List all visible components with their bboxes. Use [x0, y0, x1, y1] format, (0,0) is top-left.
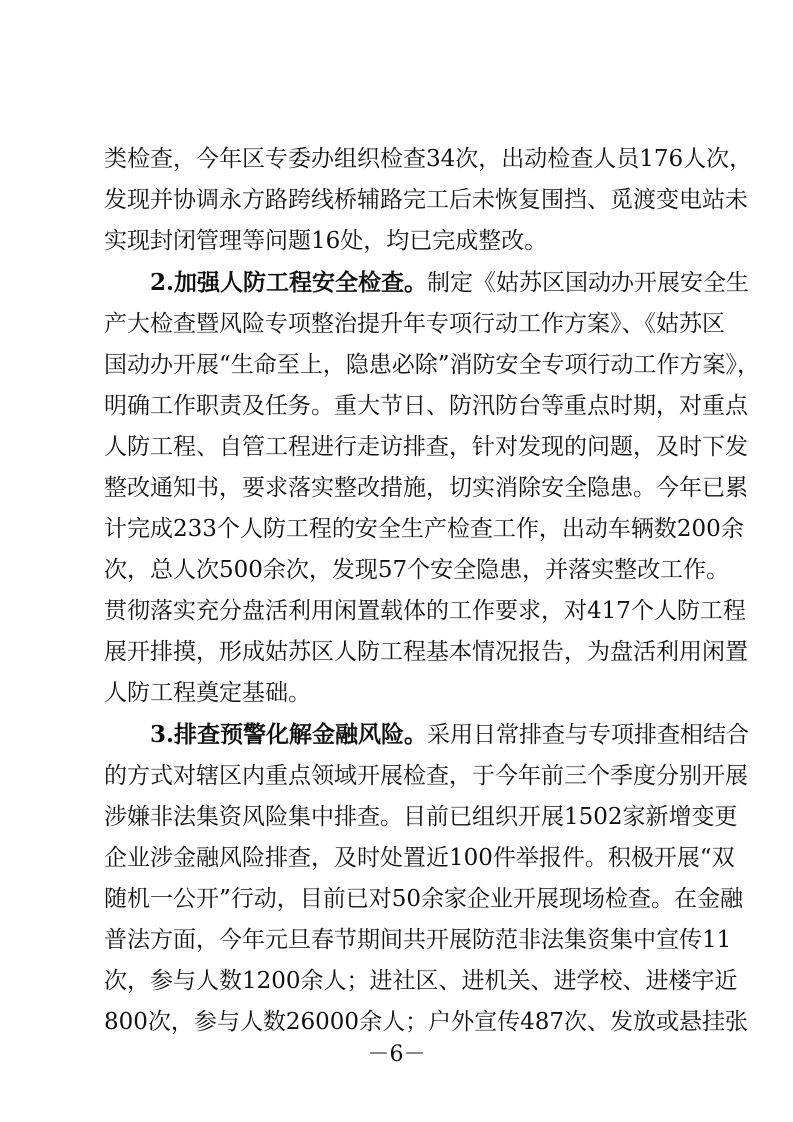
- body-text-line: 计完成233个人防工程的安全生产检查工作，出动车辆数200余: [104, 516, 744, 542]
- page-number: －6－: [367, 1042, 426, 1067]
- section-3-text: 采用日常排查与专项排查相结合: [427, 722, 750, 748]
- body-text-line: 的方式对辖区内重点领域开展检查，于今年前三个季度分别开展: [104, 763, 748, 789]
- section-2-first-line: [150, 265, 750, 301]
- body-text-line: 类检查，今年区专委办组织检查34次，出动检查人员176人次，: [104, 146, 753, 172]
- body-text-line: 贯彻落实充分盘活利用闲置载体的工作要求，对417个人防工程: [104, 598, 746, 624]
- body-text-line: 次，总人次500余次，发现57个安全隐患，并落实整改工作。: [104, 557, 730, 583]
- section-3-heading: 3.排查预警化解金融风险。: [150, 721, 428, 748]
- body-text-line: 发现并协调永方路跨线桥辅路完工后未恢复围挡、觅渡变电站未: [104, 187, 748, 213]
- section-3-first-line: [150, 717, 750, 753]
- body-text-line: 产大检查暨风险专项整治提升年专项行动工作方案》、《姑苏区: [104, 311, 725, 337]
- body-text-line: 国动办开展“生命至上，隐患必除”消防安全专项行动工作方案》，: [104, 352, 761, 378]
- body-text-line: 企业涉金融风险排查，及时处置近100件举报件。积极开展“双: [104, 845, 735, 871]
- section-2-text: 制定《姑苏区国动办开展安全生: [427, 270, 750, 296]
- body-text-line: 人防工程、自管工程进行走访排查，针对发现的问题，及时下发: [104, 434, 748, 460]
- section-2-heading: 2.加强人防工程安全检查。: [150, 269, 428, 296]
- body-text-line: 800次，参与人数26000余人；户外宣传487次、发放或悬挂张: [104, 1009, 748, 1035]
- body-text-line: 人防工程奠定基础。: [104, 680, 311, 706]
- body-text-line: 次，参与人数1200余人；进社区、进机关、进学校、进楼宇近: [104, 968, 738, 994]
- body-text-line: 整改通知书，要求落实整改措施，切实消除安全隐患。今年已累: [104, 475, 748, 501]
- body-text-line: 展开排摸，形成姑苏区人防工程基本情况报告，为盘活利用闲置: [104, 639, 748, 665]
- body-text-line: 随机一公开”行动，目前已对50余家企业开展现场检查。在金融: [104, 886, 744, 912]
- body-text-line: 普法方面，今年元旦春节期间共开展防范非法集资集中宣传11: [104, 927, 732, 953]
- body-text-line: 实现封闭管理等问题16处，均已完成整改。: [104, 228, 548, 254]
- body-text-line: 明确工作职责及任务。重大节日、防汛防台等重点时期，对重点: [104, 393, 748, 419]
- body-text-line: 涉嫌非法集资风险集中排查。目前已组织开展1502家新增变更: [104, 804, 738, 830]
